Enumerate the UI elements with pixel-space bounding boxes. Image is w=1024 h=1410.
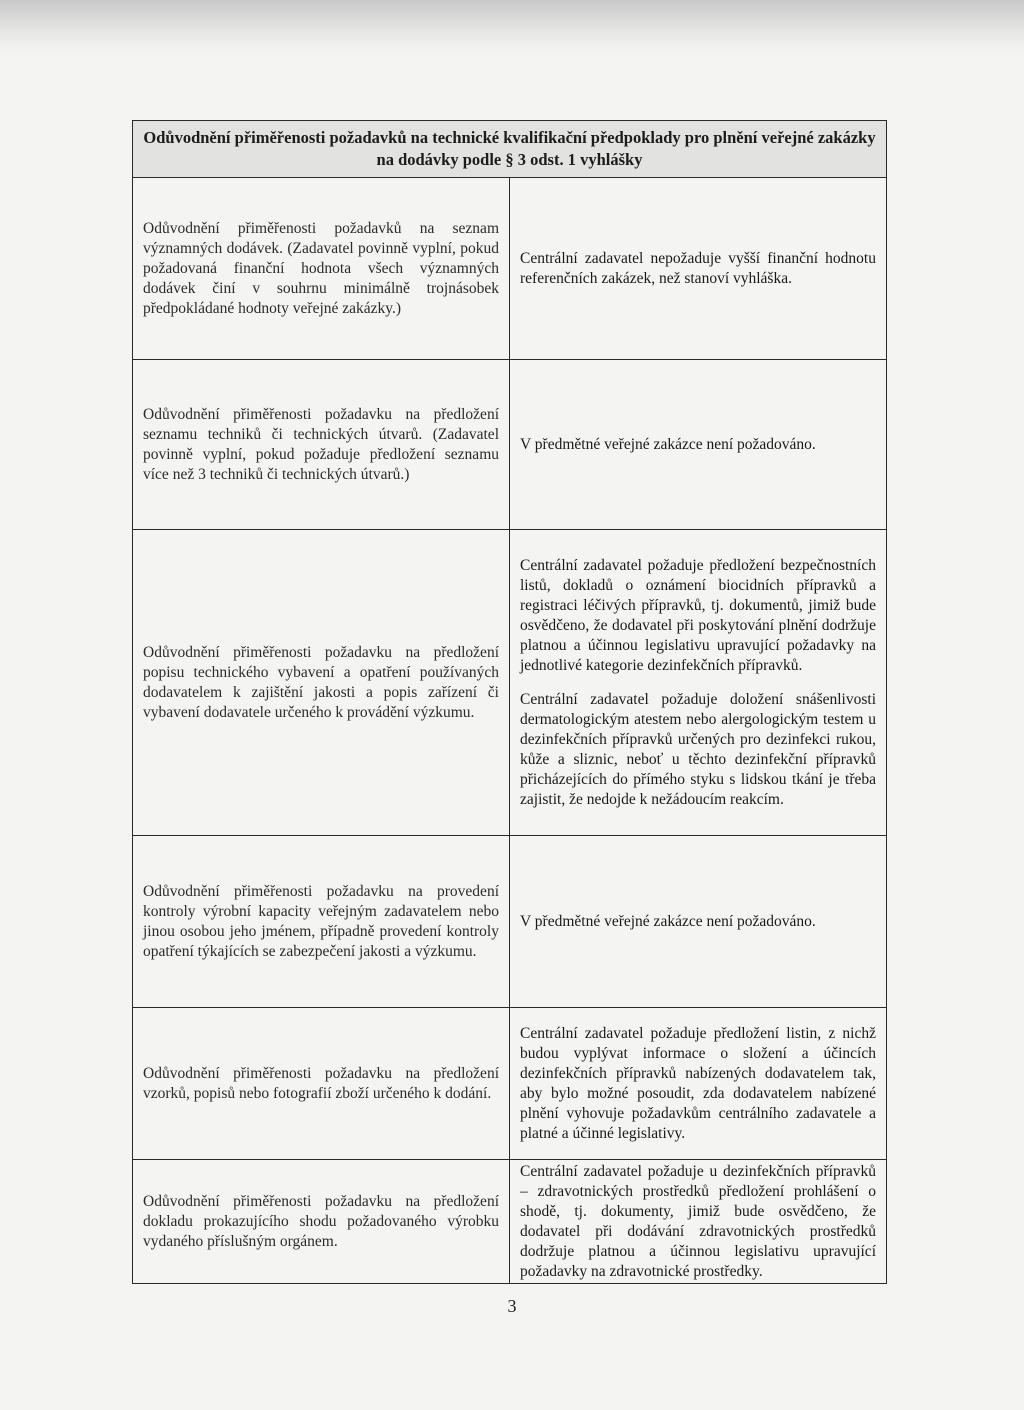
answer-paragraph: V předmětné veřejné zakázce není požadováno. bbox=[520, 912, 816, 930]
table-header: Odůvodnění přiměřenosti požadavků na technické kvalifikační předpoklady pro plnění veřejné zakázky na dodávky podle § 3 odst. 1 vyhlášky bbox=[133, 121, 887, 178]
table-row bbox=[133, 1008, 887, 1160]
table-header-row bbox=[133, 121, 887, 178]
answer-paragraph: V předmětné veřejné zakázce není požadováno. bbox=[520, 435, 816, 453]
row-answer bbox=[510, 1008, 887, 1160]
row-answer bbox=[510, 1160, 887, 1284]
table-row bbox=[133, 1160, 887, 1284]
answer-paragraph: Centrální zadavatel požaduje doložení snášenlivosti dermatologickým atestem nebo alergologickým testem u dezinfekčních přípravků určených pro dezinfekci rukou, kůže a sliznic, neboť u těchto dezinfekční přípravků přicházejících do přímého styku s lidskou tkání je třeba zajistit, že nedojde k nežádoucím reakcím. bbox=[520, 690, 876, 808]
table-row bbox=[133, 530, 887, 836]
scan-edge-shadow bbox=[0, 0, 1024, 52]
row-question: Odůvodnění přiměřenosti požadavku na předložení dokladu prokazujícího shodu požadovaného výrobku vydaného příslušným orgánem. bbox=[133, 1160, 510, 1284]
document-page bbox=[132, 120, 887, 1284]
requirements-table bbox=[132, 120, 887, 1284]
row-answer bbox=[510, 360, 887, 530]
row-question: Odůvodnění přiměřenosti požadavku na provedení kontroly výrobní kapacity veřejným zadavatelem nebo jinou osobou jeho jménem, případně provedení kontroly opatření týkajících se zabezpečení jakosti a výzkumu. bbox=[133, 836, 510, 1008]
row-question: Odůvodnění přiměřenosti požadavků na seznam významných dodávek. (Zadavatel povinně vyplní, pokud požadovaná finanční hodnota všech významných dodávek činí v souhrnu minimálně trojnásobek předpokládané hodnoty veřejné zakázky.) bbox=[133, 178, 510, 360]
answer-paragraph: Centrální zadavatel nepožaduje vyšší finanční hodnotu referenčních zakázek, než stanoví vyhláška. bbox=[520, 249, 876, 287]
row-answer bbox=[510, 836, 887, 1008]
row-question: Odůvodnění přiměřenosti požadavku na předložení popisu technického vybavení a opatření používaných dodavatelem k zajištění jakosti a popis zařízení či vybavení dodavatele určeného k provádění výzkumu. bbox=[133, 530, 510, 836]
answer-paragraph: Centrální zadavatel požaduje předložení bezpečnostních listů, dokladů o oznámení biocidních přípravků a registraci léčivých přípravků, tj. dokumentů, jimiž bude osvědčeno, že dodavatel při poskytování plnění dodržuje platnou a účinnou legislativu upravující požadavky na jednotlivé kategorie dezinfekčních přípravků. bbox=[520, 556, 876, 674]
answer-paragraph: Centrální zadavatel požaduje u dezinfekčních přípravků – zdravotnických prostředků předložení prohlášení o shodě, tj. dokumenty, jimiž bude osvědčeno, že dodavatel při dodávání zdravotnických prostředků dodržuje platnou a účinnou legislativu upravující požadavky na zdravotnické prostředky. bbox=[520, 1162, 876, 1280]
table-row bbox=[133, 178, 887, 360]
table-row bbox=[133, 360, 887, 530]
row-answer bbox=[510, 530, 887, 836]
row-question: Odůvodnění přiměřenosti požadavku na předložení vzorků, popisů nebo fotografií zboží určeného k dodání. bbox=[133, 1008, 510, 1160]
row-answer bbox=[510, 178, 887, 360]
row-question: Odůvodnění přiměřenosti požadavku na předložení seznamu techniků či technických útvarů. (Zadavatel povinně vyplní, pokud požaduje předložení seznamu více než 3 techniků či technických útvarů.) bbox=[133, 360, 510, 530]
page-number: 3 bbox=[507, 1296, 517, 1316]
answer-paragraph: Centrální zadavatel požaduje předložení listin, z nichž budou vyplývat informace o složení a účincích dezinfekčních přípravků nabízených dodavatelem tak, aby bylo možné posoudit, zda dodavatelem nabízené plnění vyhovuje požadavkům centrálního zadavatele a platné a účinné legislativy. bbox=[520, 1024, 876, 1142]
table-row bbox=[133, 836, 887, 1008]
